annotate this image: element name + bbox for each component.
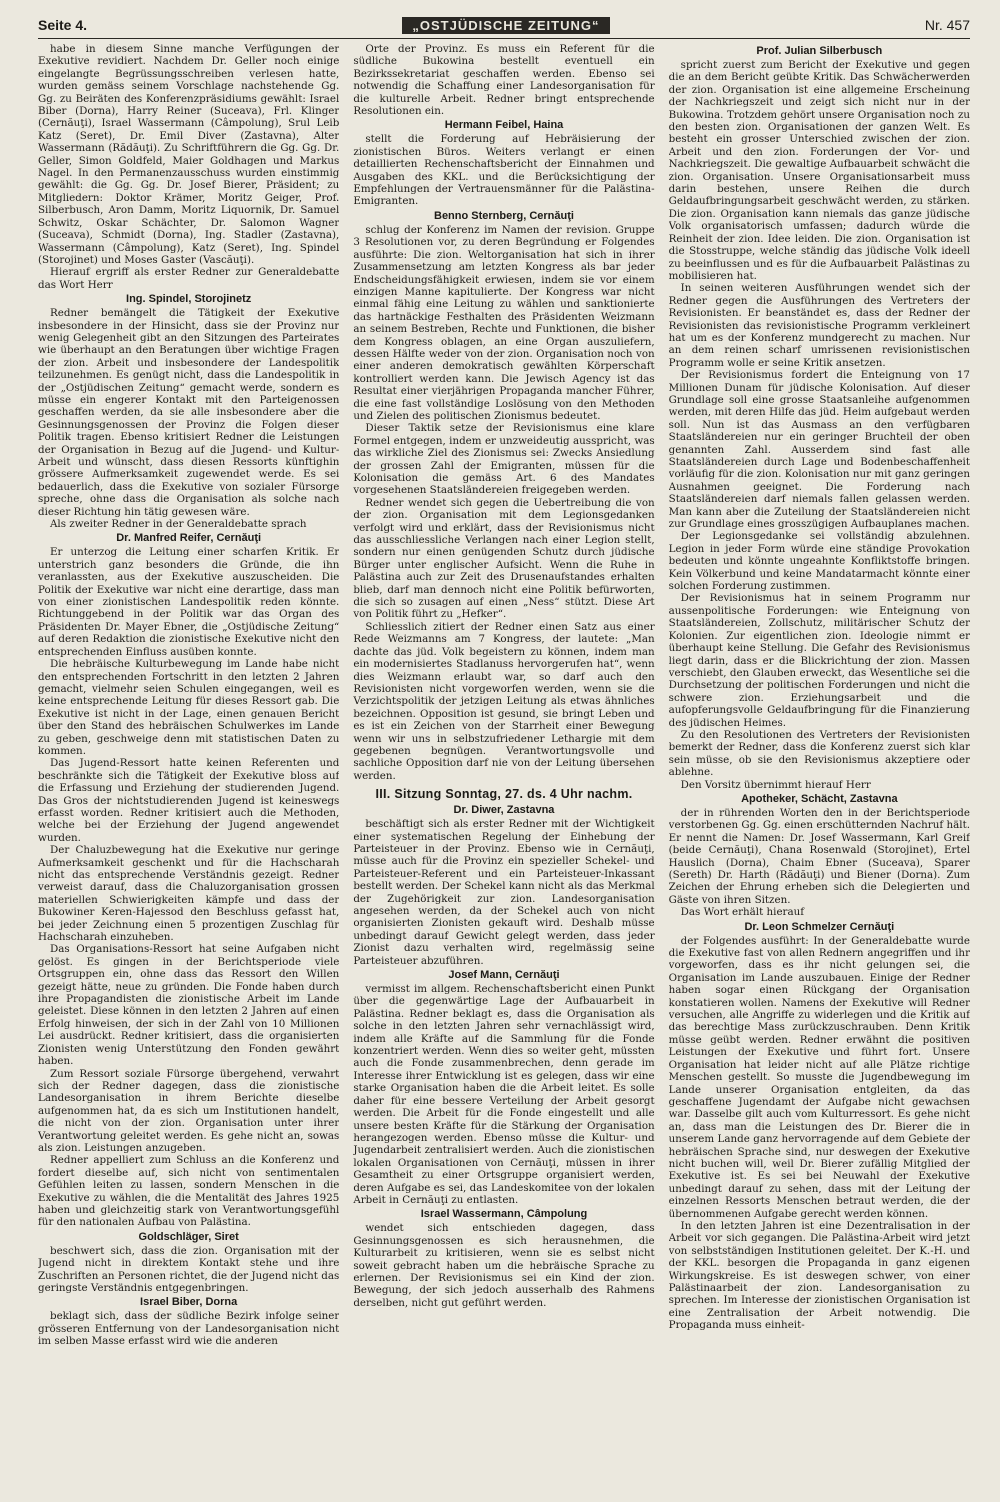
speaker-heading: Benno Sternberg, Cernăuţi: [434, 209, 574, 222]
paragraph: beschäftigt sich als erster Redner mit der Wichtigkeit einer systematischen Regelung der Einhebung der Parteisteuer in der Provinz. Ebenso wie in Cernăuţi, müsse auch für die Provinz ein spezieller Schekel- und Parteisteuer-Referent und ein Parteisteuer-Inkassant bestellt werden. Der Schekel kann nicht als das Merkmal der Zugehörigkeit zur zion. Landesorganisation angesehen werden, da der Schekel auch von nicht organisierten Zionisten gekauft wird. Deshalb müsse unbedingt darauf Gewicht gelegt werden, dass jeder Zionist dazu verhalten wird, regelmässig seine Parteisteuer abzuführen.: [353, 818, 655, 967]
paragraph: Redner wendet sich gegen die Uebertreibung die von der zion. Organisation mit dem Legionsgedanken verfolgt wird und erklärt, dass der Revisionismus nicht das ausschliessliche Verlangen nach einer Legion stellt, sondern nur einen genügenden Schutz durch jüdische Bürger unter englischer Aufsicht. Wenn die Ruhe in Palästina auch zur Zeit des Drusenaufstandes erhalten blieb, darf man dennoch nicht eine Politik befürworten, die sich so zusagen auf einen „Ness“ stützt. Diese Art von Politik führt zu „Hefker“.: [353, 496, 655, 621]
paragraph: Die hebräische Kulturbewegung im Lande habe nicht den entsprechenden Fortschritt in den letzten 2 Jahren gemacht, vielmehr seien Schulen eingegangen, weil es keine entsprechende Leitung für dieses Ressort gab. Die Exekutive ist nicht in der Lage, einen genauen Bericht über den Stand des hebräischen Schulwerkes im Lande zu geben, geschweige denn mit statistischen Daten zu kommen.: [38, 658, 340, 757]
paragraph: Das Jugend-Ressort hatte keinen Referenten und beschränkte sich die Tätigkeit der Exekutive bloss auf die Erfassung und Erziehung der studierenden Jugend. Das Gros der nichtstudierenden Jugend ist keineswegs erfasst worden. Redner kritisiert auch die Methoden, welche bei der Erziehung der Jugend angewendet wurden.: [38, 757, 340, 844]
paragraph: Der Legionsgedanke sei vollständig abzulehnen. Legion in jeder Form würde eine ständige Provokation bedeuten und könnte ungeahnte Konfliktstoffe bringen. Kein Völkerbund und keine Mandatarmacht könnte einer solchen Forderung zustimmen.: [668, 530, 970, 593]
speaker-heading: Dr. Leon Schmelzer Cernăuţi: [744, 920, 895, 933]
paragraph: spricht zuerst zum Bericht der Exekutive und gegen die an dem Bericht geübte Kritik. Das Schwächerwerden der zion. Organisation ist eine allgemeine Erscheinung der Nachkriegszeit und zeigt sich nicht nur in der Bukowina. Trotzdem gehört unsere Organisation noch zu den besten zion. Organisationen der ganzen Welt. Es besteht ein grosser Unterschied zwischen der zion. Arbeit und den zion. Forderungen der Vor- und Nachkriegszeit. Die gewaltige Aufbauarbeit schwächt die zion. Organisation. Unsere Organisationsarbeit muss darin bestehen, unsere Reihen die durch Geldaufbringungsarbeit geschwächt werden, zu stärken. Die zion. Organisation kann niemals das ganze jüdische Volk organisatorisch umfassen; dadurch würde die Reinheit der zion. Idee leiden. Die zion. Organisation ist die Stosstruppe, welche ständig das jüdische Volk ideell zu beeinflussen und es für die Aufbauarbeit Palästinas zu mobilisieren hat.: [668, 59, 970, 282]
speaker-heading: Hermann Feibel, Haina: [444, 119, 564, 132]
paragraph: Der Revisionismus fordert die Enteignung von 17 Millionen Dunam für jüdische Kolonisation. Auf dieser Grundlage soll eine grosse Staatsanleihe aufgenommen werden, mit deren Hilfe das jüd. Heim aufgebaut werden soll. Nun ist das Ausmass an den verfügbaren Staatsländereien nur ein geringer Bruchteil der oben genannten Zahl. Ausserdem sind fast alle Staatsländereien durch Lage und Bodenbeschaffenheit vorläufig für die zion. Kolonisation nur mit ganz geringen Ausnahmen geeignet. Die Forderung nach Staatsländereien darf niemals fallen gelassen werden. Man kann aber die Zuteilung der Staatsländereien nicht zur Grundlage eines grosszügigen Aufbauplanes machen.: [668, 369, 970, 531]
paragraph: In seinen weiteren Ausführungen wendet sich der Redner gegen die Ausführungen des Vertreters der Revisionisten. Er beanständet es, dass der Redner der Revisionisten das revisionistische Programm verkleinert hat um es der Konferenz mundgerecht zu machen. Nur an dem reinen scharf umrissenen revisionistischen Programm wolle er seine Kritik ansetzen.: [668, 282, 970, 369]
speaker-heading: Josef Mann, Cernăuţi: [448, 969, 560, 982]
paragraph: In den letzten Jahren ist eine Dezentralisation in der Arbeit vor sich gegangen. Die Palästina-Arbeit wird jetzt von selbstständigen Institutionen geleitet. Der K.-H. und der KKL. besorgen die Propaganda in ganz eigenen Wirkungskreise. Es ist deswegen schwer, von einer Palästinaarbeit der zion. Landesorganisation zu sprechen. Im Interesse der zionistischen Organisation ist eine Zentralisation der Arbeit notwendig. Die Propaganda muss einheit-: [668, 1219, 970, 1332]
paragraph: Redner appelliert zum Schluss an die Konferenz und fordert dieselbe auf, sich nicht von sentimentalen Gefühlen leiten zu lassen, sondern Menschen in die Exekutive zu wählen, die die Mentalität des Jahres 1925 haben und gleichzeitig stark von Verantwortungsgefühl für den nationalen Aufbau von Palästina.: [38, 1154, 340, 1229]
session-heading: III. Sitzung Sonntag, 27. ds. 4 Uhr nachm.: [375, 787, 633, 802]
speaker-heading: Dr. Manfred Reifer, Cernăuţi: [116, 532, 262, 545]
paragraph: stellt die Forderung auf Hebräisierung der zionistischen Büros. Weiters verlangt er einen detaillierten Rechenschaftsbericht der Einnahmen und Ausgaben des KKL. und die Berücksichtigung der Empfehlungen der Vertrauensmänner für die Palästina-Emigranten.: [353, 133, 655, 208]
speaker-heading: Israel Wassermann, Câmpolung: [420, 1208, 588, 1221]
issue-number: Nr. 457: [924, 17, 970, 33]
column-1: [38, 43, 339, 1493]
speaker-heading: Apotheker, Schächt, Zastavna: [741, 792, 898, 805]
paragraph: Orte der Provinz. Es muss ein Referent für die südliche Bukowina bestellt eventuell ein Bezirkssekretariat geschaffen werden. Ebenso sei notwendig die Schaffung einer Landesorganisation für die kulturelle Arbeit. Redner bringt entsprechende Resolutionen ein.: [353, 43, 655, 118]
paragraph: Das Organisations-Ressort hat seine Aufgaben nicht gelöst. Es gingen in der Berichtsperiode viele Ortsgruppen ein, ohne dass das Ressort den Willen gezeigt hätte, neue zu gründen. Die Fonde haben durch ihre Propagandisten die zionistische Arbeit im Lande geleistet. Diese können in den letzten 2 Jahren auf einen Erfolg hinweisen, der sich in der Zahl von 10 Millionen Lei ausdrückt. Redner kritisiert, dass die organisierten Zionisten wenig Unterstützung den Fonden gewährt haben.: [38, 943, 340, 1068]
paragraph: beklagt sich, dass der südliche Bezirk infolge seiner grösseren Entfernung von der Landesorganisation nicht im selben Masse erfasst wird wie die anderen: [38, 1310, 340, 1348]
paragraph: Der Revisionismus hat in seinem Programm nur aussenpolitische Forderungen: wie Enteignung von Staatsländereien, Zollschutz, militärischer Schutz der Kolonien. Zur eigentlichen zion. Ideologie nimmt er überhaupt keine Stellung. Die Gefahr des Revisionismus liegt darin, dass er die Blickrichtung der zion. Massen verschiebt, den Glauben erweckt, das Wesentliche sei die Durchsetzung der politischen Forderungen und nicht die schwere zion. Erziehungsarbeit und die aufopferungsvolle Geldaufbringung für die Finanzierung des jüdischen Heimes.: [668, 592, 970, 729]
paragraph: Er unterzog die Leitung einer scharfen Kritik. Er unterstrich ganz besonders die Gründe, die ihn veranlassten, aus der Exekutive auszuscheiden. Die Politik der Exekutive war nicht eine derartige, dass man von einer zionistischen Landespolitik reden könnte. Richtunggebend in der Politik war das Organ des Präsidenten Dr. Mayer Ebner, die „Ostjüdische Zeitung“ auf deren Redaktion die zionistische Exekutive nicht den entsprechenden Einfluss ausüben konnte.: [38, 546, 340, 658]
page-number: Seite 4.: [38, 17, 88, 33]
paragraph: Zum Ressort soziale Fürsorge übergehend, verwahrt sich der Redner dagegen, dass die zionistische Landesorganisation in ihrem Berichte dieselbe aufgenommen hat, da es sich um Institutionen handelt, die nicht von der zion. Organisation unter ihrer Verantwortung geleitet werden. Es gehe nicht an, sowas als zion. Leistungen anzugeben.: [38, 1067, 340, 1154]
paragraph: Den Vorsitz übernimmt hierauf Herr: [680, 778, 871, 791]
paragraph: Hierauf ergriff als erster Redner zur Generaldebatte das Wort Herr: [38, 266, 340, 291]
column-2: [353, 43, 654, 1493]
paragraph: Redner bemängelt die Tätigkeit der Exekutive insbesondere in der Hinsicht, dass sie der Provinz nur wenig Gelegenheit gibt an den Sitzungen des Parteirates wie überhaupt an den Beratungen über wichtige Fragen der zion. Arbeit und insbesondere der Landespolitik teilzunehmen. Es genügt nicht, dass die Landespolitik in der „Ostjüdischen Zeitung“ gemacht werde, sondern es müsse ein engerer Kontakt mit den Parteigenossen geschaffen werden, da sie alle insbesondere aber die Gesinnungsgenossen der Provinz die Folgen dieser Politik tragen. Ebenso kritisiert Redner die Leistungen der Organisation in Bezug auf die Jugend- und Kultur-Arbeit und wünscht, dass diesen Ressorts künftighin grössere Aufmerksamkeit zugewendet werde. Es sei bedauerlich, dass die Exekutive von sozialer Fürsorge spreche, ohne dass die Organisation als solche nach dieser Richtung hin tätig gewesen wäre.: [38, 307, 340, 518]
paragraph: der in rührenden Worten den in der Berichtsperiode verstorbenen Gg. Gg. einen erschütternden Nachruf hält. Er nennt die Namen: Dr. Josef Wassermann, Karl Greif (beide Cernăuţi), Chana Rosenwald (Storojinet), Ertel Hauslich (Dorna), Chaim Ebner (Suceava), Sparer (Sereth) Dr. Harth (Rădăuţi) und Biener (Dorna). Zum Zeichen der Ehrung erheben sich die Delegierten und Gäste von ihren Sitzen.: [668, 806, 970, 906]
speaker-heading: Israel Biber, Dorna: [140, 1296, 238, 1309]
paragraph: Der Chaluzbewegung hat die Exekutive nur geringe Aufmerksamkeit geschenkt und für die Hachscharah nicht das entsprechende Verständnis gezeigt. Redner verweist darauf, dass die Chaluzorganisation grossen materiellen Schwierigkeiten kämpfe und dass der Bukowiner Keren-Hajessod den Beschluss gefasst hat, bei jeder Zeichnung einen 5 prozentigen Zuschlag für Hachscharah einzuheben.: [38, 844, 340, 944]
paragraph: beschwert sich, dass die zion. Organisation mit der Jugend nicht in direktem Kontakt stehe und ihre Zuschriften an Personen richtet, die der Jugend nicht das geringste Verständnis entgegenbringen.: [38, 1244, 340, 1294]
paragraph: Als zweiter Redner in der Generaldebatte sprach: [50, 518, 307, 531]
column-3: [669, 43, 970, 1493]
paragraph: habe in diesem Sinne manche Verfügungen der Exekutive revidiert. Nachdem Dr. Geller noch einige eingelangte Begrüssungsschreiben verlesen hatte, wurden gemäss seinem Vorschlage nachstehende Gg. Gg. zu Beiräten des Konferenzpräsidiums gewählt: Israel Biber (Dorna), Harry Reiner (Suceava), Frl. Klinger (Cernăuţi), Israel Wassermann (Câmpolung), Srul Leib Katz (Seret), Dr. Emil Diver (Zastavna), Alter Wassermann (Rădăuţi). Zu Schriftführern die Gg. Gg. Dr. Geller, Simon Goldfeld, Maier Goldhagen und Markus Nagel. In den Permanenzausschuss wurden einstimmig gewählt: die Gg. Gg. Dr. Josef Bierer, Präsident; zu Mitgliedern: Doktor Krämer, Moritz Geiger, Prof. Silberbusch, Aron Damm, Moritz Liquornik, Dr. Samuel Schwitz, Oskar Schächter, Dr. Salomon Wagner (Suceava), Schmidt (Dorna), Ing. Stadler (Zastavna), Wassermann (Câmpolung), Katz (Seret), Ing. Spindel (Storojinet) und Moses Gaster (Vascăuţi).: [38, 43, 340, 266]
paragraph: wendet sich entschieden dagegen, dass Gesinnungsgenossen es sich herausnehmen, die Kulturarbeit zu kritisieren, wenn sie es selbst nicht soweit gebracht haben um die hebräische Sprache zu erlernen. Der Revisionismus sei ein Kind der zion. Bewegung, der sich jedoch ausserhalb des Rahmens derselben, nicht gut geführt werden.: [353, 1222, 655, 1309]
speaker-heading: Ing. Spindel, Storojinetz: [126, 293, 252, 306]
paragraph: Das Wort erhält hierauf: [680, 906, 805, 919]
page-header: [38, 12, 970, 39]
article-columns: [38, 43, 970, 1493]
speaker-heading: Goldschläger, Siret: [138, 1230, 239, 1243]
paragraph: Zu den Resolutionen des Vertreters der Revisionisten bemerkt der Redner, dass die Konferenz zuerst sich klar sein müsse, ob sie den Revisionismus akzeptiere oder ablehne.: [668, 728, 970, 779]
speaker-heading: Prof. Julian Silberbusch: [756, 45, 883, 57]
speaker-heading: Dr. Diwer, Zastavna: [453, 804, 555, 817]
paragraph: schlug der Konferenz im Namen der revision. Gruppe 3 Resolutionen vor, zu deren Begründung er Folgendes ausführte: Die zion. Weltorganisation hat sich in ihrer Zusammensetzung am letzten Kongress als bar jeder Endscheidungsfähigkeit erwiesen, indem sie vor einem einzigen Manne kapitulierte. Der Kongress war nicht einmal fähig eine Leitung zu wählen und sanktionierte das hartnäckige Festhalten des Präsidenten Weizmann an seinem Bestreben, Rechte und Funktionen, die bisher dem Kongress oblagen, an eine Organ auszuliefern, dessen Hälfte weder von der zion. Organisation noch von einer anderen demokratisch gewählten Körperschaft kontrolliert werden kann. Die Jewisch Agency ist das Resultat einer vierjährigen Propaganda mancher Führer, die eine fast vollständige Loslösung von den Methoden und Zielen des politischen Zionismus bedeutet.: [353, 223, 655, 422]
masthead: „OSTJÜDISCHE ZEITUNG“: [402, 17, 609, 34]
paragraph: der Folgendes ausführt: In der Generaldebatte wurde die Exekutive fast von allen Rednern angegriffen und ihr vorgeworfen, dass es ihr nicht gelungen sei, die Organisation im Lande auszubauen. Einige der Redner haben sogar einen Rückgang der Organisation konstatieren wollen. Namens der Exekutive will Redner versuchen, alle Angriffe zu widerlegen und die Kritik auf das berechtige Mass zurückzuschrauben. Denn Kritik müsse geübt werden. Redner erwähnt die positiven Leistungen der Exekutive und führt fort. Unsere Organisation hat leider nicht auf alle Plätze richtige Menschen gestellt. So musste die Jugendbewegung im Lande unserer Organisation entgleiten, da das geschaffene Jugendamt der Aufgabe nicht gewachsen war. Dasselbe gilt auch vom Kulturressort. Es gehe nicht an, dass man die Leistungen des Dr. Bierer die in unserem Lande ganz hervorragende auf dem Gebiete der hebräischen Sprache sind, nur deswegen der Exekutive nicht buchen will, weil Dr. Bierer zufällig Mitglied der Exekutive ist. Es sei bei Neuwahl der Exekutive unbedingt darauf zu sehen, dass mit der Leitung der einzelnen Ressorts Menschen betraut werden, die der übernommenen Aufgabe gerecht werden können.: [668, 934, 970, 1220]
paragraph: vermisst im allgem. Rechenschaftsbericht einen Punkt über die gegenwärtige Lage der Aufbauarbeit in Palästina. Redner beklagt es, dass die Organisation als solche in den letzten Jahren sehr vernachlässigt wird, indem alle Kräfte auf die Sammlung für die Fonde konzentriert werden. Wenn dies so weiter geht, müssten auch die Fonde zusammenbrechen, denn gerade im Interesse ihrer Entwicklung ist es gelegen, dass wir eine starke Organisation haben die die Arbeit leitet. Es solle daher für eine bessere Verteilung der Arbeit gesorgt werden. Die Arbeit für die Fonde eingestellt und alle unsere besten Kräfte für die Stärkung der Organisation herangezogen werden. Ebenso müsse die Kultur- und Jugendarbeit zentralisiert werden. Auch die zionistischen lokalen Organisationen von Cernăuţi, müssen in ihrer Gesamtheit zu einer Ortsgruppe organisiert werden, deren Aufgabe es sei, das Landeskomitee von der lokalen Arbeit in Cernăuţi zu entlasten.: [353, 983, 655, 1206]
paragraph: Schliesslich zitiert der Redner einen Satz aus einer Rede Weizmanns am 7 Kongress, der lautete: „Man dachte das jüd. Volk begeistern zu können, indem man ein modernisiertes Stadlanuss hervorgerufen hat“, wenn dies Weizmann erlaubt war, so darf auch den Revisionisten nicht vorgeworfen werden, wenn sie die Verzichtspolitik der jetzigen Leitung als etwas ähnliches bezeichnen. Opposition ist gesund, sie bringt Leben und es ist ein Zeichen von der Starrheit einer Bewegung wenn wir uns in selbstzufriedener Lethargie mit dem gegebenen begnügen. Verantwortungsvolle und sachliche Opposition darf nie von der Leitung übersehen werden.: [353, 620, 655, 782]
paragraph: Dieser Taktik setze der Revisionismus eine klare Formel entgegen, indem er unzweideutig ausspricht, was das wirkliche Ziel des Zionismus sei: Zwecks Ansiedlung der grossen Zahl der Emigranten, müssen für die Kolonisation die gemäss Art. 6 des Mandates vorgesehenen Staatsländereien freigegeben werden.: [353, 422, 655, 497]
